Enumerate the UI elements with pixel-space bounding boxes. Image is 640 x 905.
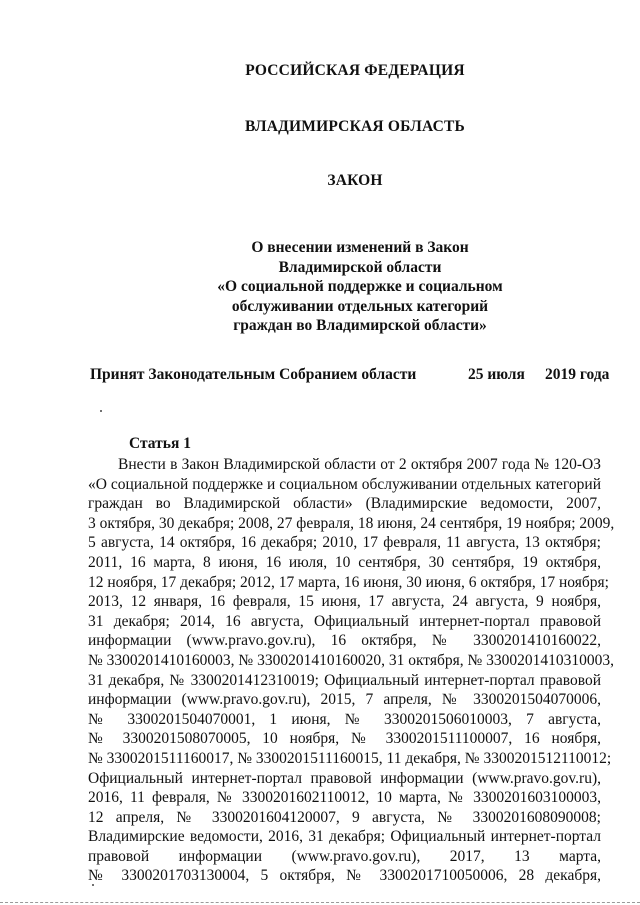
article-line: 2011, 16 марта, 8 июня, 16 июля, 10 сентября, 30 сентября, 19 октября, [88, 553, 601, 571]
adoption-year: 2019 года [545, 366, 610, 383]
article-line: № 3300201410160003, № 3300201410160020, 31 октября, № 3300201410310003, [88, 651, 615, 669]
article-line: № 3300201504070001, 1 июня, № 3300201506010003, 7 августа, [88, 710, 601, 728]
article-line: Владимирские ведомости, 2016, 31 декабря; Официальный интернет-портал [88, 828, 601, 846]
adopted-by: Принят Законодательным Собранием области [90, 366, 417, 383]
article-line: 31 декабря; 2014, 16 августа, Официальный интернет-портал правовой [88, 612, 601, 630]
law-title-line: граждан во Владимирской области» [233, 317, 487, 334]
law-title [150, 238, 570, 336]
country-heading: РОССИЙСКАЯ ФЕДЕРАЦИЯ [245, 62, 465, 79]
article-line: 12 ноября, 17 декабря; 2012, 17 марта, 16 июня, 30 июня, 6 октября, 17 ноября; [88, 573, 609, 591]
article-line: № 3300201703130004, 5 октября, № 3300201710050006, 28 декабря, [88, 867, 601, 885]
document-type-heading: ЗАКОН [327, 172, 383, 189]
article-line: 5 августа, 14 октября, 16 декабря; 2010, 17 февраля, 11 августа, 13 октября; [88, 534, 601, 552]
article-line: Внести в Закон Владимирской области от 2 октября 2007 года № 120-ОЗ [118, 456, 601, 473]
law-title-line: О внесении изменений в Закон [251, 239, 469, 256]
scan-edge-line [0, 901, 640, 903]
article-line: Официальный интернет-портал правовой информации (www.pravo.gov.ru), [88, 769, 601, 787]
article-line: № 3300201508070005, 10 ноября, № 3300201511100007, 16 ноября, [88, 730, 601, 748]
article-line: граждан во Владимирской области» (Владимирские ведомости, 2007, [88, 495, 601, 513]
adoption-date: 25 июля [468, 366, 525, 383]
article-line: 3 октября, 30 декабря; 2008, 27 февраля, 18 июня, 24 сентября, 19 ноября; 2009, [88, 514, 615, 532]
scan-speck [92, 884, 94, 886]
article-line: 31 декабря, № 3300201412310019; Официальный интернет-портал правовой [88, 671, 601, 689]
law-title-line: Владимирской области [278, 258, 442, 276]
scan-speck [100, 410, 102, 412]
article-line: информации (www.pravo.gov.ru), 16 октября, № 3300201410160022, [88, 632, 601, 650]
region-heading: ВЛАДИМИРСКАЯ ОБЛАСТЬ [245, 118, 465, 135]
article-line: № 3300201511160017, № 3300201511160015, 11 декабря, № 3300201512110012; [88, 749, 612, 767]
article-line: правовой информации (www.pravo.gov.ru), 2017, 13 марта, [88, 847, 601, 865]
law-title-line: обслуживании отдельных категорий [231, 297, 489, 315]
article-line: «О социальной поддержке и социальном обслуживании отдельных категорий [88, 475, 601, 493]
article-title: Статья 1 [129, 435, 191, 452]
law-title-line: «О социальной поддержке и социальном [217, 278, 503, 295]
article-line: 2016, 11 февраля, № 3300201602110012, 10 марта, № 3300201603100003, [88, 789, 601, 807]
article-line: информации (www.pravo.gov.ru), 2015, 7 апреля, № 3300201504070006, [88, 691, 601, 709]
article-line: 12 апреля, № 3300201604120007, 9 августа, № 3300201608090008; [88, 808, 601, 826]
article-line: 2013, 12 января, 16 февраля, 15 июня, 17 августа, 24 августа, 9 ноября, [88, 593, 601, 611]
article-body [88, 455, 615, 886]
